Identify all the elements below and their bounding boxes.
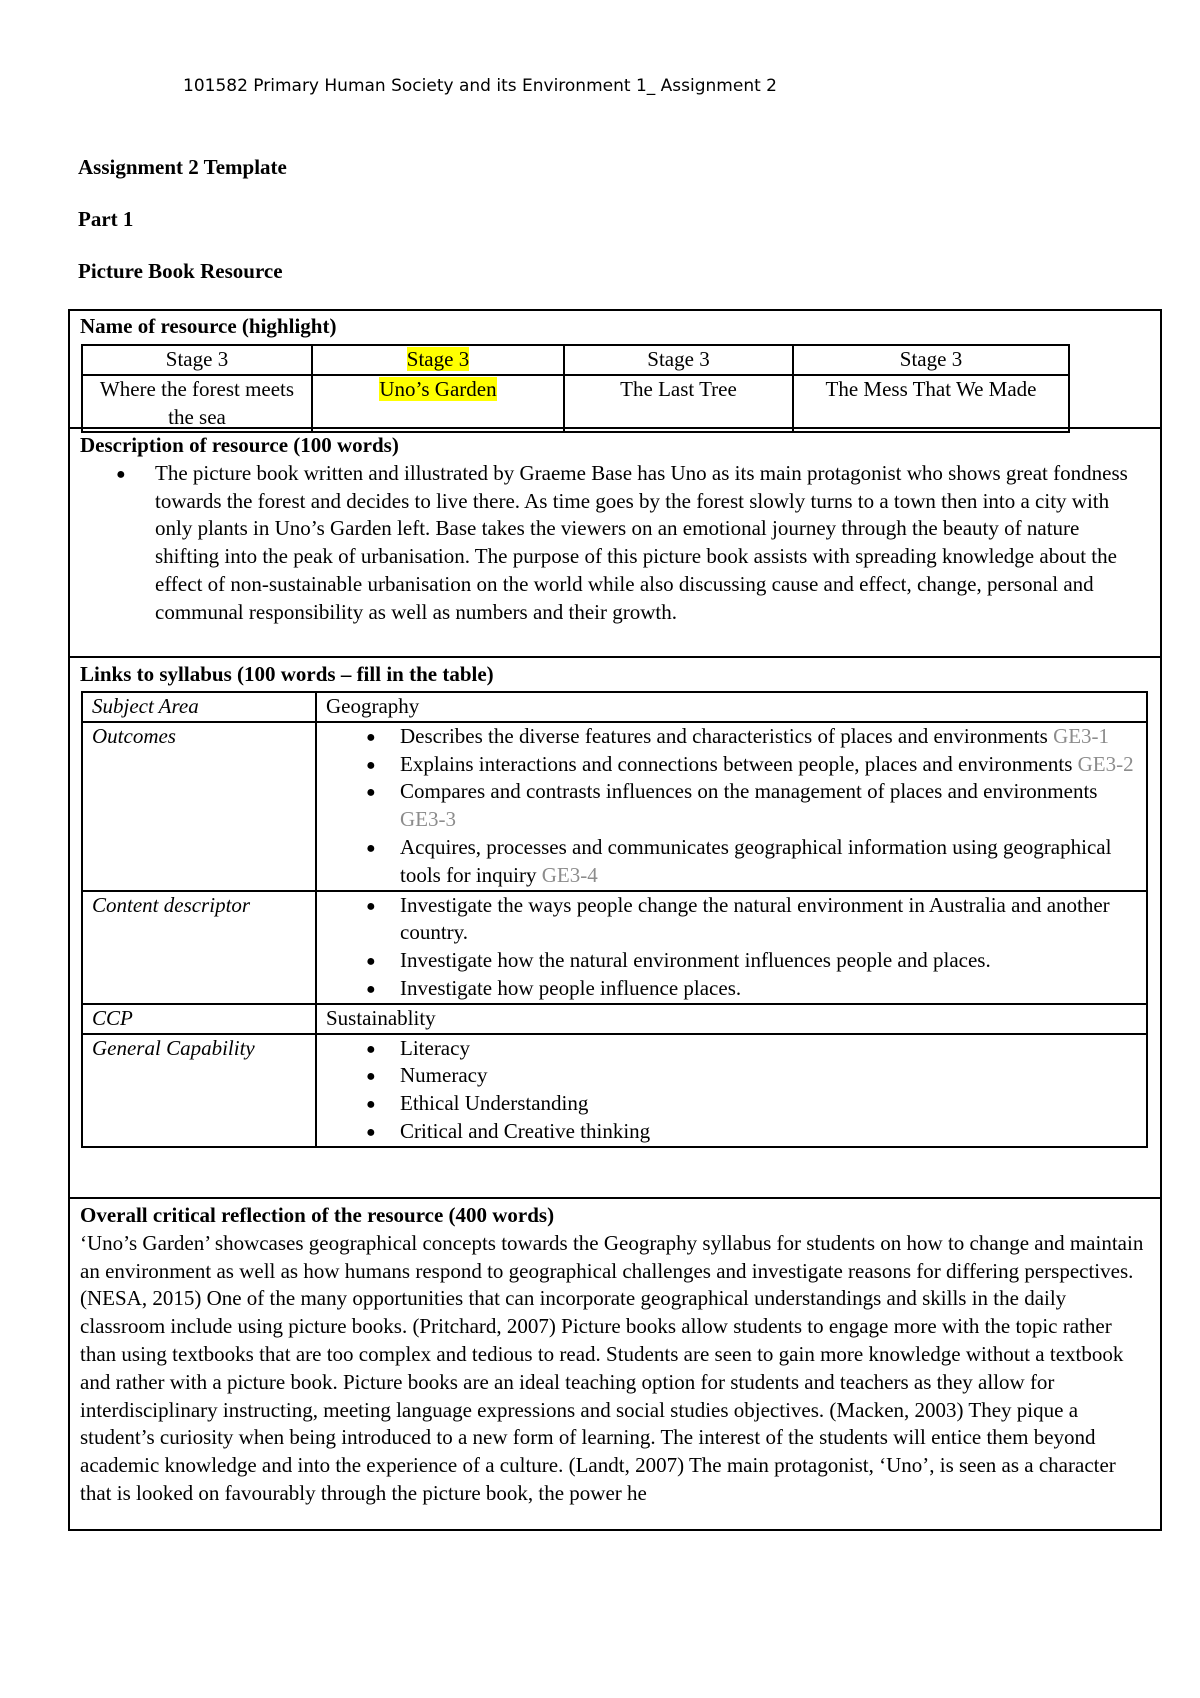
content-descriptor-value	[316, 891, 1147, 1004]
name-of-resource-section	[70, 311, 1160, 429]
description-list	[70, 460, 1160, 627]
bullet-icon: ●	[366, 1096, 376, 1114]
resource-book-2-selected: Uno’s Garden	[312, 375, 564, 433]
resource-stage-1: Stage 3	[82, 345, 312, 375]
description-section	[70, 429, 1160, 658]
description-title: Description of resource (100 words)	[80, 433, 399, 457]
bullet-icon: ●	[366, 980, 376, 998]
resource-book-1: Where the forest meets the sea	[82, 375, 312, 433]
resource-stage-4: Stage 3	[793, 345, 1069, 375]
ccp-label: CCP	[82, 1004, 316, 1034]
content-item: ● Investigate how the natural environment influences people and places.	[326, 947, 1146, 975]
capability-item: ● Ethical Understanding	[326, 1090, 1146, 1118]
resource-type-heading: Picture Book Resource	[78, 259, 283, 283]
outcome-item: ● Describes the diverse features and characteristics of places and environments GE3-1	[326, 723, 1146, 751]
critical-reflection-text: ‘Uno’s Garden’ showcases geographical concepts towards the Geography syllabus for students on how to change and maintain an environment as well as how humans respond to geographical challenges and investigate reasons for differing perspectives. (NESA, 2015) One of the many opportunities that can incorporate geographical understandings and skills in the daily classroom include using picture books. (Pritchard, 2007) Picture books allow students to engage more with the topic rather than using textbooks that are too complex and tedious to read. Students are seen to gain more knowledge without a textbook and rather with a picture book. Picture books are an ideal teaching option for students and teachers as they allow for interdisciplinary instructing, meeting language expressions and social studies objectives. (Macken, 2003) They pique a student’s curiosity when being introduced to a new form of learning. The interest of the students will entice them beyond academic knowledge and into the experience of a culture. (Landt, 2007) The main protagonist, ‘Uno’, is seen as a character that is looked on favourably through the picture book, the power he	[80, 1230, 1144, 1505]
bullet-icon: ●	[116, 465, 126, 483]
part-heading: Part 1	[78, 207, 134, 231]
assignment-heading: Assignment 2 Template	[78, 155, 287, 179]
resource-options-table	[81, 344, 1070, 433]
bullet-icon: ●	[366, 839, 376, 857]
bullet-icon: ●	[366, 953, 376, 971]
bullet-icon: ●	[366, 784, 376, 802]
capability-item: ● Numeracy	[326, 1062, 1146, 1090]
critical-reflection-section	[70, 1199, 1160, 1529]
page-header: 101582 Primary Human Society and its Environment 1_ Assignment 2	[183, 76, 777, 96]
bullet-icon: ●	[366, 1123, 376, 1141]
capability-item: ● Literacy	[326, 1035, 1146, 1063]
outcome-item: ● Explains interactions and connections between people, places and environments GE3-2	[326, 751, 1146, 779]
general-capability-label: General Capability	[82, 1034, 316, 1147]
syllabus-table	[81, 691, 1148, 1148]
ccp-value: Sustainablity	[316, 1004, 1147, 1034]
bullet-icon: ●	[366, 756, 376, 774]
resource-book-3: The Last Tree	[564, 375, 793, 433]
bullet-icon: ●	[366, 1040, 376, 1058]
subject-area-value: Geography	[316, 692, 1147, 722]
resource-stage-3: Stage 3	[564, 345, 793, 375]
content-item: ● Investigate the ways people change the natural environment in Australia and another country.	[366, 892, 1110, 945]
links-to-syllabus-section	[70, 658, 1160, 1199]
resource-book-4: The Mess That We Made	[793, 375, 1069, 433]
critical-reflection-title: Overall critical reflection of the resource (400 words)	[80, 1203, 555, 1227]
outcomes-label: Outcomes	[82, 722, 316, 891]
subject-area-label: Subject Area	[82, 692, 316, 722]
content-descriptor-label: Content descriptor	[82, 891, 316, 1004]
links-to-syllabus-title: Links to syllabus (100 words – fill in the table)	[80, 662, 494, 686]
assignment-template-table	[68, 309, 1162, 1531]
outcome-item: ● Acquires, processes and communicates geographical information using geographical tools for inquiry GE3-4	[366, 834, 1112, 887]
resource-stage-2: Stage 3	[312, 345, 564, 375]
name-of-resource-title: Name of resource (highlight)	[80, 314, 337, 338]
bullet-icon: ●	[366, 1068, 376, 1086]
bullet-icon: ●	[366, 728, 376, 746]
general-capability-value	[316, 1034, 1147, 1147]
content-item: ● Investigate how people influence places.	[326, 975, 1146, 1003]
capability-item: ● Critical and Creative thinking	[326, 1118, 1146, 1146]
bullet-icon: ●	[366, 897, 376, 915]
outcomes-value	[316, 722, 1147, 891]
description-item: ● The picture book written and illustrated by Graeme Base has Uno as its main protagonist who shows great fondness towards the forest and decides to live there. As time goes by the forest slowly turns to a town then into a city with only plants in Uno’s Garden left. Base takes the viewers on an emotional journey through the beauty of nature shifting into the peak of urbanisation. The purpose of this picture book assists with spreading knowledge about the effect of non-sustainable urbanisation on the world while also discussing cause and effect, change, personal and communal responsibility as well as numbers and their growth.	[116, 460, 1128, 624]
outcome-item: ● Compares and contrasts influences on the management of places and environments GE3-3	[366, 779, 1098, 832]
